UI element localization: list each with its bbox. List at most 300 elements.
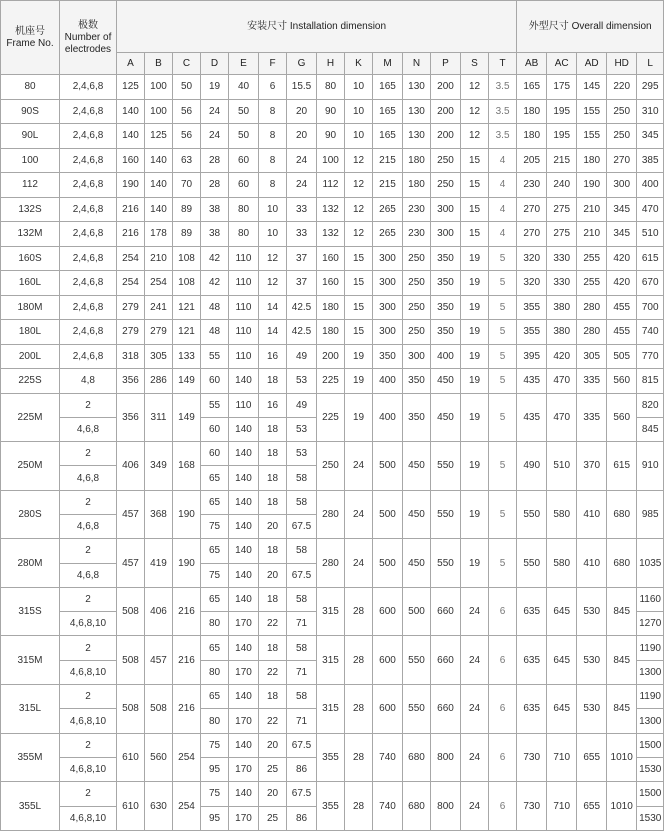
l-cell: 1190 [637, 685, 664, 709]
table-cell: 800 [431, 782, 461, 831]
table-cell: 580 [547, 490, 577, 539]
table-cell: 5 [489, 344, 517, 369]
table-cell: 330 [547, 246, 577, 271]
table-cell: 42 [201, 246, 229, 271]
table-cell: 615 [607, 442, 637, 491]
poles-cell: 2,4,6,8 [60, 99, 117, 124]
table-cell: 349 [145, 442, 173, 491]
poles-cell: 4,6,8,10 [60, 660, 117, 684]
column-header: K [345, 53, 373, 75]
l-cell: 385 [637, 148, 664, 173]
table-cell: 19 [345, 369, 373, 394]
table-cell: 250 [403, 246, 431, 271]
table-cell: 15.5 [287, 75, 317, 100]
table-cell: 320 [517, 246, 547, 271]
table-cell: 19 [461, 490, 489, 539]
poles-cell: 4,8 [60, 369, 117, 394]
table-cell: 100 [145, 99, 173, 124]
column-header: F [259, 53, 287, 75]
frame-no-cell: 315M [1, 636, 60, 685]
table-cell: 65 [201, 490, 229, 514]
table-cell: 140 [229, 442, 259, 466]
table-cell: 140 [117, 99, 145, 124]
table-cell: 380 [547, 320, 577, 345]
table-cell: 200 [431, 99, 461, 124]
table-cell: 205 [517, 148, 547, 173]
l-cell: 510 [637, 222, 664, 247]
table-row [1, 442, 664, 466]
table-cell: 450 [431, 393, 461, 442]
table-cell: 255 [577, 271, 607, 296]
table-cell: 3.5 [489, 75, 517, 100]
table-row [1, 197, 664, 222]
table-cell: 15 [345, 246, 373, 271]
poles-cell: 4,6,8 [60, 514, 117, 538]
table-cell: 530 [577, 587, 607, 636]
table-cell: 75 [201, 782, 229, 806]
table-cell: 335 [577, 393, 607, 442]
table-cell: 19 [461, 539, 489, 588]
table-cell: 215 [547, 148, 577, 173]
table-cell: 4 [489, 173, 517, 198]
l-cell: 815 [637, 369, 664, 394]
table-cell: 71 [287, 709, 317, 733]
poles-cell: 2,4,6,8 [60, 295, 117, 320]
table-cell: 250 [607, 124, 637, 149]
table-cell: 90 [317, 124, 345, 149]
l-cell: 400 [637, 173, 664, 198]
table-cell: 500 [373, 539, 403, 588]
table-cell: 270 [517, 197, 547, 222]
table-cell: 660 [431, 636, 461, 685]
table-cell: 140 [229, 733, 259, 757]
table-cell: 14 [259, 295, 287, 320]
table-cell: 680 [403, 733, 431, 782]
table-cell: 16 [259, 393, 287, 417]
table-cell: 50 [229, 124, 259, 149]
table-cell: 305 [145, 344, 173, 369]
table-cell: 20 [287, 99, 317, 124]
table-cell: 58 [287, 539, 317, 563]
column-header: AB [517, 53, 547, 75]
table-cell: 130 [403, 124, 431, 149]
table-cell: 635 [517, 685, 547, 734]
table-cell: 280 [317, 539, 345, 588]
table-cell: 48 [201, 320, 229, 345]
table-cell: 5 [489, 539, 517, 588]
column-header: A [117, 53, 145, 75]
poles-header: 极数 Number of electrodes [60, 1, 117, 75]
table-cell: 356 [117, 369, 145, 394]
table-cell: 5 [489, 295, 517, 320]
table-cell: 845 [607, 636, 637, 685]
table-cell: 300 [373, 246, 403, 271]
table-cell: 160 [317, 246, 345, 271]
frame-no-cell: 200L [1, 344, 60, 369]
table-cell: 18 [259, 587, 287, 611]
table-cell: 300 [431, 197, 461, 222]
poles-cell: 4,6,8 [60, 417, 117, 441]
table-cell: 355 [517, 295, 547, 320]
table-cell: 400 [373, 369, 403, 394]
table-cell: 67.5 [287, 563, 317, 587]
table-cell: 420 [547, 344, 577, 369]
table-cell: 140 [229, 782, 259, 806]
table-cell: 58 [287, 587, 317, 611]
table-cell: 108 [173, 246, 201, 271]
table-row [1, 393, 664, 417]
table-cell: 345 [607, 197, 637, 222]
table-row [1, 148, 664, 173]
table-cell: 24 [461, 782, 489, 831]
table-cell: 24 [201, 99, 229, 124]
table-cell: 230 [403, 197, 431, 222]
table-cell: 20 [259, 733, 287, 757]
table-cell: 24 [461, 733, 489, 782]
table-cell: 610 [117, 733, 145, 782]
table-cell: 63 [173, 148, 201, 173]
column-header: N [403, 53, 431, 75]
poles-cell: 4,6,8 [60, 563, 117, 587]
frame-no-cell: 315S [1, 587, 60, 636]
table-cell: 24 [345, 442, 373, 491]
table-cell: 435 [517, 369, 547, 394]
table-cell: 19 [461, 320, 489, 345]
table-cell: 270 [517, 222, 547, 247]
table-cell: 67.5 [287, 514, 317, 538]
table-cell: 15 [345, 295, 373, 320]
table-cell: 80 [229, 222, 259, 247]
table-row [1, 99, 664, 124]
table-cell: 24 [461, 685, 489, 734]
table-cell: 225 [317, 393, 345, 442]
table-cell: 215 [373, 148, 403, 173]
table-cell: 140 [145, 148, 173, 173]
table-cell: 3.5 [489, 99, 517, 124]
frame-no-cell: 280S [1, 490, 60, 539]
poles-cell: 2 [60, 587, 117, 611]
table-cell: 250 [403, 295, 431, 320]
table-cell: 12 [345, 197, 373, 222]
overall-dimension-header: 外型尺寸 Overall dimension [517, 1, 664, 53]
table-row [1, 636, 664, 660]
poles-cell: 2,4,6,8 [60, 124, 117, 149]
table-cell: 10 [345, 75, 373, 100]
table-cell: 450 [431, 369, 461, 394]
table-cell: 18 [259, 466, 287, 490]
table-cell: 740 [373, 782, 403, 831]
table-cell: 250 [431, 173, 461, 198]
table-cell: 130 [403, 75, 431, 100]
table-cell: 24 [345, 490, 373, 539]
table-cell: 560 [607, 393, 637, 442]
frame-no-cell: 225M [1, 393, 60, 442]
table-cell: 315 [317, 636, 345, 685]
table-cell: 368 [145, 490, 173, 539]
table-cell: 48 [201, 295, 229, 320]
l-cell: 1530 [637, 806, 664, 830]
table-cell: 22 [259, 660, 287, 684]
table-row [1, 733, 664, 757]
table-cell: 410 [577, 539, 607, 588]
column-header: M [373, 53, 403, 75]
table-cell: 180 [517, 124, 547, 149]
table-cell: 24 [461, 587, 489, 636]
table-cell: 19 [461, 295, 489, 320]
column-header: S [461, 53, 489, 75]
table-cell: 58 [287, 466, 317, 490]
table-cell: 630 [145, 782, 173, 831]
table-cell: 500 [403, 587, 431, 636]
table-cell: 350 [431, 246, 461, 271]
l-cell: 700 [637, 295, 664, 320]
table-cell: 95 [201, 757, 229, 781]
poles-cell: 2,4,6,8 [60, 246, 117, 271]
table-cell: 730 [517, 782, 547, 831]
table-cell: 60 [201, 369, 229, 394]
table-cell: 395 [517, 344, 547, 369]
table-cell: 635 [517, 587, 547, 636]
table-cell: 6 [489, 685, 517, 734]
table-cell: 457 [117, 490, 145, 539]
table-cell: 265 [373, 197, 403, 222]
table-cell: 6 [489, 733, 517, 782]
frame-no-cell: 180M [1, 295, 60, 320]
frame-no-cell: 250M [1, 442, 60, 491]
table-cell: 65 [201, 685, 229, 709]
table-cell: 660 [431, 685, 461, 734]
table-cell: 660 [431, 587, 461, 636]
table-cell: 635 [517, 636, 547, 685]
table-cell: 140 [229, 685, 259, 709]
table-cell: 75 [201, 563, 229, 587]
table-cell: 100 [317, 148, 345, 173]
table-cell: 132 [317, 222, 345, 247]
table-cell: 300 [607, 173, 637, 198]
poles-cell: 4,6,8,10 [60, 806, 117, 830]
table-cell: 710 [547, 782, 577, 831]
table-cell: 55 [201, 344, 229, 369]
table-cell: 550 [517, 539, 547, 588]
table-cell: 75 [201, 733, 229, 757]
l-cell: 770 [637, 344, 664, 369]
table-cell: 241 [145, 295, 173, 320]
table-cell: 400 [431, 344, 461, 369]
table-cell: 49 [287, 344, 317, 369]
table-cell: 8 [259, 99, 287, 124]
table-cell: 133 [173, 344, 201, 369]
table-cell: 19 [461, 344, 489, 369]
table-cell: 508 [145, 685, 173, 734]
table-cell: 50 [173, 75, 201, 100]
table-cell: 195 [547, 124, 577, 149]
table-cell: 155 [577, 99, 607, 124]
table-cell: 4 [489, 222, 517, 247]
table-cell: 250 [403, 320, 431, 345]
table-row [1, 246, 664, 271]
table-cell: 67.5 [287, 782, 317, 806]
table-cell: 125 [117, 75, 145, 100]
table-cell: 110 [229, 320, 259, 345]
table-cell: 149 [173, 393, 201, 442]
table-cell: 560 [145, 733, 173, 782]
column-header: P [431, 53, 461, 75]
table-cell: 250 [607, 99, 637, 124]
poles-cell: 4,6,8 [60, 466, 117, 490]
table-cell: 55 [201, 393, 229, 417]
table-cell: 345 [607, 222, 637, 247]
table-cell: 28 [345, 733, 373, 782]
table-cell: 12 [461, 75, 489, 100]
table-cell: 455 [607, 320, 637, 345]
table-cell: 12 [345, 148, 373, 173]
table-cell: 18 [259, 442, 287, 466]
table-cell: 56 [173, 124, 201, 149]
table-cell: 170 [229, 612, 259, 636]
table-cell: 450 [403, 442, 431, 491]
table-cell: 350 [403, 369, 431, 394]
table-cell: 8 [259, 124, 287, 149]
table-cell: 42 [201, 271, 229, 296]
table-cell: 160 [117, 148, 145, 173]
table-cell: 305 [577, 344, 607, 369]
poles-cell: 2,4,6,8 [60, 222, 117, 247]
table-cell: 170 [229, 660, 259, 684]
table-cell: 5 [489, 320, 517, 345]
table-cell: 24 [201, 124, 229, 149]
table-cell: 149 [173, 369, 201, 394]
table-cell: 140 [229, 563, 259, 587]
frame-no-cell: 112 [1, 173, 60, 198]
table-cell: 60 [229, 148, 259, 173]
table-cell: 24 [461, 636, 489, 685]
table-row [1, 539, 664, 563]
poles-cell: 2 [60, 782, 117, 806]
table-cell: 12 [345, 222, 373, 247]
table-cell: 645 [547, 636, 577, 685]
table-cell: 80 [229, 197, 259, 222]
poles-cell: 2 [60, 733, 117, 757]
table-cell: 60 [201, 417, 229, 441]
table-cell: 740 [373, 733, 403, 782]
table-cell: 311 [145, 393, 173, 442]
table-cell: 406 [117, 442, 145, 491]
table-cell: 5 [489, 369, 517, 394]
table-cell: 20 [259, 514, 287, 538]
table-cell: 18 [259, 636, 287, 660]
table-cell: 53 [287, 417, 317, 441]
l-cell: 615 [637, 246, 664, 271]
table-cell: 19 [461, 442, 489, 491]
table-cell: 350 [431, 271, 461, 296]
table-cell: 355 [317, 782, 345, 831]
table-cell: 80 [201, 612, 229, 636]
table-cell: 140 [145, 197, 173, 222]
table-cell: 550 [431, 539, 461, 588]
table-cell: 356 [117, 393, 145, 442]
table-cell: 370 [577, 442, 607, 491]
table-cell: 18 [259, 539, 287, 563]
table-cell: 510 [547, 442, 577, 491]
table-cell: 110 [229, 295, 259, 320]
table-cell: 58 [287, 490, 317, 514]
table-row [1, 587, 664, 611]
table-cell: 255 [577, 246, 607, 271]
poles-cell: 2 [60, 442, 117, 466]
table-row [1, 295, 664, 320]
table-cell: 508 [117, 636, 145, 685]
table-cell: 250 [431, 148, 461, 173]
l-cell: 1035 [637, 539, 664, 588]
table-cell: 580 [547, 539, 577, 588]
table-cell: 140 [229, 587, 259, 611]
table-cell: 53 [287, 442, 317, 466]
table-cell: 145 [577, 75, 607, 100]
table-cell: 86 [287, 757, 317, 781]
table-cell: 58 [287, 636, 317, 660]
table-cell: 80 [201, 709, 229, 733]
table-cell: 28 [201, 148, 229, 173]
table-cell: 165 [373, 124, 403, 149]
table-cell: 500 [373, 490, 403, 539]
poles-cell: 2 [60, 636, 117, 660]
table-cell: 70 [173, 173, 201, 198]
table-cell: 490 [517, 442, 547, 491]
table-cell: 505 [607, 344, 637, 369]
frame-no-cell: 160L [1, 271, 60, 296]
table-cell: 90 [317, 99, 345, 124]
table-cell: 5 [489, 490, 517, 539]
table-row [1, 173, 664, 198]
table-cell: 132 [317, 197, 345, 222]
table-cell: 680 [607, 539, 637, 588]
table-cell: 470 [547, 393, 577, 442]
table-cell: 140 [117, 124, 145, 149]
table-cell: 190 [117, 173, 145, 198]
table-cell: 178 [145, 222, 173, 247]
table-cell: 200 [317, 344, 345, 369]
table-cell: 75 [201, 514, 229, 538]
table-cell: 65 [201, 587, 229, 611]
table-cell: 110 [229, 393, 259, 417]
table-cell: 275 [547, 222, 577, 247]
table-cell: 320 [517, 271, 547, 296]
table-cell: 170 [229, 757, 259, 781]
table-cell: 65 [201, 466, 229, 490]
frame-no-cell: 315L [1, 685, 60, 734]
table-cell: 180 [317, 295, 345, 320]
table-cell: 180 [403, 173, 431, 198]
column-header: G [287, 53, 317, 75]
table-cell: 60 [229, 173, 259, 198]
poles-cell: 2,4,6,8 [60, 197, 117, 222]
table-cell: 10 [259, 222, 287, 247]
table-cell: 53 [287, 369, 317, 394]
table-cell: 10 [259, 197, 287, 222]
table-cell: 216 [173, 636, 201, 685]
table-cell: 67.5 [287, 733, 317, 757]
table-cell: 730 [517, 733, 547, 782]
table-cell: 845 [607, 685, 637, 734]
table-cell: 28 [345, 782, 373, 831]
table-cell: 450 [403, 490, 431, 539]
table-cell: 6 [489, 636, 517, 685]
table-cell: 12 [259, 246, 287, 271]
table-cell: 28 [201, 173, 229, 198]
l-cell: 1300 [637, 660, 664, 684]
table-cell: 270 [607, 148, 637, 173]
table-cell: 80 [201, 660, 229, 684]
